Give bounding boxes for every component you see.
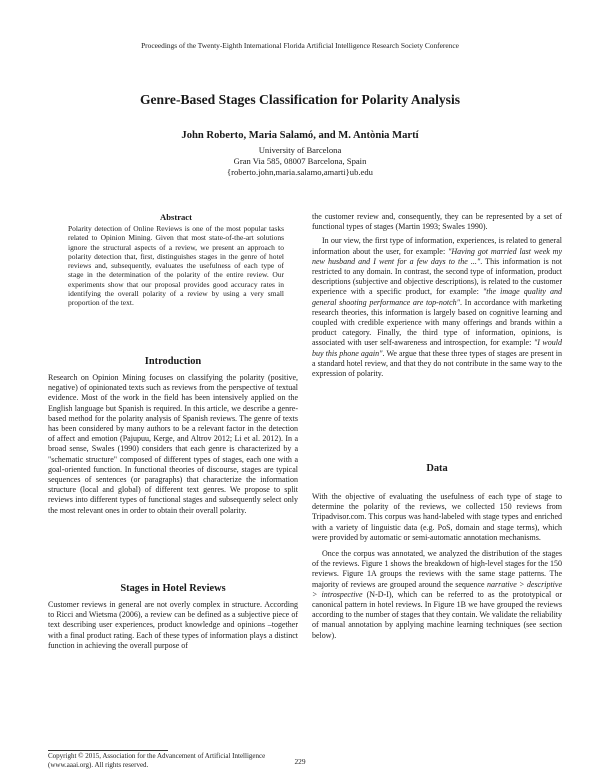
information-types-paragraph <box>312 236 562 379</box>
right-column-top <box>312 212 562 383</box>
info-types-text-d: . We argue that these three types of stages are present in a standard hotel review, and that they do not contribute in the same way to the expression of polarity. <box>312 348 562 379</box>
introduction-body <box>48 373 298 520</box>
footnote-rule <box>48 750 168 751</box>
data-heading: Data <box>426 463 448 474</box>
stages-continued-paragraph: the customer review and, consequently, they can be represented by a set of functional types of stages (Martin 1993; Swales 1990). <box>312 212 562 232</box>
proceedings-header: Proceedings of the Twenty-Eighth International Florida Artificial Intelligence Research Society Conference <box>141 41 459 50</box>
data-body <box>312 492 562 645</box>
abstract-heading: Abstract <box>160 212 192 222</box>
copyright-footnote: Copyright © 2015, Association for the Advancement of Artificial Intelligence (www.aaai.org). All rights reserved. <box>48 752 266 769</box>
affiliation-university: University of Barcelona <box>258 145 342 155</box>
example-quote-description: "the image quality and general shooting performance are top-notch" <box>312 287 563 307</box>
info-types-text-a: In our view, the first type of information, experiences, is related to general information about the user, for example: <box>312 236 562 256</box>
paper-title: Genre-Based Stages Classification for Polarity Analysis <box>139 92 461 107</box>
distribution-text-a: Once the corpus was annotated, we analyzed the distribution of the stages of the reviews. Figure 1 shows the breakdown of high-level stages for the 150 reviews. Figure 1A groups the reviews with the same stage patterns. The majority of reviews are grouped around the sequence <box>312 549 562 589</box>
stage-distribution-paragraph <box>312 549 562 641</box>
affiliation-address: Gran Via 585, 08007 Barcelona, Spain <box>233 156 367 166</box>
abstract-text: Polarity detection of Online Reviews is one of the most popular tasks related to Opinion Mining. Given that most state-of-the-art solutions ignore the structural aspects of a review, we present an approach to polarity detection that, first, distinguishes stages in the genre of hotel reviews and, subsequently, evaluates the usefulness of each type of stage in the determination of the polarity of the entire review. Our experiments show that our proposal provides good accuracy rates in identifying the overall polarity of a review by using a very small proportion of the text. <box>68 224 284 307</box>
example-quote-opinion: "I would buy this phone again" <box>312 338 562 358</box>
info-types-text-b: . This information is not restricted to any domain. In contrast, the second type of information, product descriptions (subjective and objective descriptions), is related to the customer experience with a specific product, for example: <box>312 256 562 297</box>
distribution-text-b: (N-D-I), which can be referred to as the prototypical or canonical pattern in hotel reviews. In Figure 1B we have grouped the reviews according to the number of stages that they contain. We validate the reliability of manual annotation by applying machine learning techniques (see section below). <box>312 589 563 640</box>
example-quote-experience: "Having got married last week my new husband and I went for a few days to the ..." <box>312 246 562 266</box>
stages-heading: Stages in Hotel Reviews <box>120 583 226 594</box>
info-types-text-c: . In accordance with marketing research theories, this information is largely based on cognitive learning and coupled with credible experience with many offerings and brands within a product category. Finally, the third type of information, opinions, is associated with user self-awareness and introspection, for example: <box>312 297 562 348</box>
introduction-heading: Introduction <box>144 356 202 367</box>
data-collection-paragraph: With the objective of evaluating the usefulness of each type of stage to determine the polarity of the reviews, we collected 150 reviews from Tripadvisor.com. This corpus was hand-labeled with stage types and enriched with a variety of linguistic data (e.g. PoS, domain and stage terms), which were provided by automatic or semi-automatic annotation mechanisms. <box>312 492 562 542</box>
stages-paragraph: Customer reviews in general are not overly complex in structure. According to Ricci and Wietsma (2006), a review can be defined as a subjective piece of text describing user experiences, product knowledge and opinions –together with a final product rating. Each of these types of information plays a distinct function in achieving the overall purpose of <box>48 600 298 650</box>
stages-body <box>48 600 298 655</box>
page-number: 229 <box>294 757 306 766</box>
author-list: John Roberto, Maria Salamó, and M. Antònia Martí <box>181 130 419 141</box>
affiliation-email: {roberto.john,maria.salamo,amarti}ub.edu <box>227 167 373 177</box>
canonical-sequence: narrative > descriptive > introspective <box>312 579 562 599</box>
introduction-paragraph: Research on Opinion Mining focuses on classifying the polarity (positive, negative) of opinionated texts such as reviews from the perspective of textual evidence. Most of the work in the field has been intensively applied on the English language but Spanish is required. In this article, we describe a genre-based method for the polarity analysis of Spanish reviews. The genre of texts has been considered by many authors to be a relevant factor in the detection of affect and emotion (Pajupuu, Kerge, and Altrov 2012; Li et al. 2012). In a broad sense, Swales (1990) considers that each genre is characterized by a "schematic structure" composed of different types of stages, each one with a goal-oriented function. In functional theories of discourse, stages are typical sequences of sentences (or paragraphs) that characterize the information structure (local and global) of different text genres. We propose to split reviews into different types of functional stages and subsequently select only the most relevant ones in order to obtain their overall polarity. <box>48 373 298 515</box>
